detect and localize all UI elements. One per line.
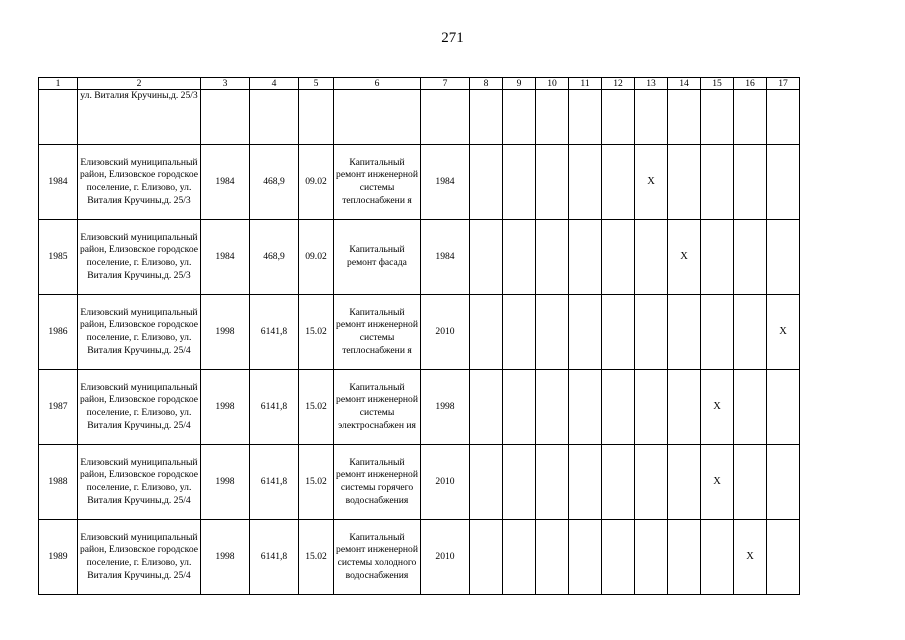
year-cell: 1984 <box>421 145 470 220</box>
schedule-cell <box>734 220 767 295</box>
continuation-row <box>39 90 800 145</box>
code-cell: 15.02 <box>299 370 334 445</box>
table-row <box>39 445 800 520</box>
row-number: 1987 <box>39 370 78 445</box>
schedule-cell <box>701 295 734 370</box>
schedule-cell <box>503 520 536 595</box>
column-number: 12 <box>602 78 635 90</box>
schedule-cell <box>635 445 668 520</box>
cell-empty <box>334 90 421 145</box>
column-number: 11 <box>569 78 602 90</box>
capital-repair-table <box>38 77 800 595</box>
column-number: 13 <box>635 78 668 90</box>
schedule-cell <box>734 445 767 520</box>
column-number: 5 <box>299 78 334 90</box>
cell-empty <box>668 90 701 145</box>
column-number: 17 <box>767 78 800 90</box>
cell-empty <box>421 90 470 145</box>
schedule-cell <box>668 370 701 445</box>
row-number: 1988 <box>39 445 78 520</box>
schedule-cell <box>602 145 635 220</box>
column-number: 2 <box>78 78 201 90</box>
schedule-cell <box>470 145 503 220</box>
schedule-cell <box>470 295 503 370</box>
schedule-cell <box>470 220 503 295</box>
column-number: 8 <box>470 78 503 90</box>
schedule-cell <box>668 295 701 370</box>
year-cell: 2010 <box>421 520 470 595</box>
schedule-cell <box>569 520 602 595</box>
schedule-cell <box>635 220 668 295</box>
row-number: 1986 <box>39 295 78 370</box>
schedule-cell <box>635 370 668 445</box>
code-cell: 09.02 <box>299 220 334 295</box>
table-row <box>39 295 800 370</box>
schedule-cell <box>569 295 602 370</box>
schedule-cell <box>734 145 767 220</box>
year-built-cell: 1998 <box>201 520 250 595</box>
schedule-mark: X <box>668 220 701 295</box>
work-type-cell: Капитальный ремонт инженерной системы теплоснабжени я <box>334 295 421 370</box>
column-number: 16 <box>734 78 767 90</box>
schedule-cell <box>536 445 569 520</box>
schedule-cell <box>503 145 536 220</box>
schedule-cell <box>569 145 602 220</box>
schedule-mark: X <box>734 520 767 595</box>
year-cell: 1998 <box>421 370 470 445</box>
schedule-cell <box>668 445 701 520</box>
schedule-cell <box>734 370 767 445</box>
cell-empty <box>39 90 78 145</box>
cell-empty <box>635 90 668 145</box>
schedule-cell <box>701 520 734 595</box>
cell-empty <box>701 90 734 145</box>
work-type-cell: Капитальный ремонт инженерной системы электроснабжен ия <box>334 370 421 445</box>
column-number: 9 <box>503 78 536 90</box>
column-number: 15 <box>701 78 734 90</box>
code-cell: 15.02 <box>299 445 334 520</box>
cell-empty <box>767 90 800 145</box>
address-cell: Елизовский муниципальный район, Елизовское городское поселение, г. Елизово, ул. Виталия Кручины,д. 25/3 <box>78 220 201 295</box>
schedule-cell <box>503 370 536 445</box>
schedule-mark: X <box>635 145 668 220</box>
schedule-cell <box>470 445 503 520</box>
schedule-cell <box>767 145 800 220</box>
cell-empty <box>503 90 536 145</box>
year-cell: 2010 <box>421 295 470 370</box>
schedule-cell <box>602 295 635 370</box>
schedule-cell <box>767 445 800 520</box>
schedule-cell <box>668 145 701 220</box>
schedule-cell <box>602 370 635 445</box>
schedule-cell <box>503 295 536 370</box>
table-row <box>39 145 800 220</box>
schedule-cell <box>635 295 668 370</box>
address-cell: Елизовский муниципальный район, Елизовское городское поселение, г. Елизово, ул. Виталия Кручины,д. 25/4 <box>78 520 201 595</box>
cell-empty <box>299 90 334 145</box>
schedule-cell <box>569 220 602 295</box>
schedule-cell <box>569 370 602 445</box>
schedule-cell <box>503 445 536 520</box>
schedule-cell <box>701 220 734 295</box>
table-row <box>39 220 800 295</box>
cell-empty <box>250 90 299 145</box>
schedule-cell <box>767 370 800 445</box>
column-number: 4 <box>250 78 299 90</box>
work-type-cell: Капитальный ремонт фасада <box>334 220 421 295</box>
schedule-cell <box>602 445 635 520</box>
row-number: 1984 <box>39 145 78 220</box>
schedule-cell <box>701 145 734 220</box>
schedule-cell <box>635 520 668 595</box>
year-built-cell: 1984 <box>201 220 250 295</box>
code-cell: 09.02 <box>299 145 334 220</box>
area-cell: 6141,8 <box>250 520 299 595</box>
column-number: 10 <box>536 78 569 90</box>
schedule-cell <box>536 370 569 445</box>
row-number: 1985 <box>39 220 78 295</box>
area-cell: 468,9 <box>250 145 299 220</box>
address-cell: Елизовский муниципальный район, Елизовское городское поселение, г. Елизово, ул. Виталия Кручины,д. 25/4 <box>78 370 201 445</box>
schedule-cell <box>602 520 635 595</box>
schedule-mark: X <box>701 370 734 445</box>
cell-empty <box>536 90 569 145</box>
year-built-cell: 1998 <box>201 445 250 520</box>
schedule-mark: X <box>701 445 734 520</box>
column-number: 6 <box>334 78 421 90</box>
code-cell: 15.02 <box>299 520 334 595</box>
row-number: 1989 <box>39 520 78 595</box>
table-row <box>39 520 800 595</box>
address-cell: Елизовский муниципальный район, Елизовское городское поселение, г. Елизово, ул. Виталия Кручины,д. 25/4 <box>78 295 201 370</box>
schedule-cell <box>668 520 701 595</box>
area-cell: 6141,8 <box>250 445 299 520</box>
column-number: 7 <box>421 78 470 90</box>
address-cell: Елизовский муниципальный район, Елизовское городское поселение, г. Елизово, ул. Виталия Кручины,д. 25/4 <box>78 445 201 520</box>
work-type-cell: Капитальный ремонт инженерной системы теплоснабжени я <box>334 145 421 220</box>
address-cell: Елизовский муниципальный район, Елизовское городское поселение, г. Елизово, ул. Виталия Кручины,д. 25/3 <box>78 145 201 220</box>
cell-empty <box>569 90 602 145</box>
cell-empty <box>470 90 503 145</box>
address-continuation: ул. Виталия Кручины,д. 25/3 <box>78 90 201 145</box>
area-cell: 6141,8 <box>250 370 299 445</box>
cell-empty <box>201 90 250 145</box>
page-number: 271 <box>441 30 464 46</box>
area-cell: 6141,8 <box>250 295 299 370</box>
column-number: 3 <box>201 78 250 90</box>
schedule-cell <box>536 145 569 220</box>
year-built-cell: 1998 <box>201 370 250 445</box>
column-number: 1 <box>39 78 78 90</box>
area-cell: 468,9 <box>250 220 299 295</box>
work-type-cell: Капитальный ремонт инженерной системы горячего водоснабжения <box>334 445 421 520</box>
schedule-cell <box>536 520 569 595</box>
schedule-cell <box>470 520 503 595</box>
schedule-cell <box>767 220 800 295</box>
table-row <box>39 370 800 445</box>
year-cell: 1984 <box>421 220 470 295</box>
schedule-cell <box>503 220 536 295</box>
cell-empty <box>602 90 635 145</box>
schedule-mark: X <box>767 295 800 370</box>
schedule-cell <box>536 220 569 295</box>
schedule-cell <box>536 295 569 370</box>
code-cell: 15.02 <box>299 295 334 370</box>
schedule-cell <box>734 295 767 370</box>
schedule-cell <box>470 370 503 445</box>
cell-empty <box>734 90 767 145</box>
work-type-cell: Капитальный ремонт инженерной системы холодного водоснабжения <box>334 520 421 595</box>
schedule-cell <box>569 445 602 520</box>
schedule-cell <box>767 520 800 595</box>
year-cell: 2010 <box>421 445 470 520</box>
year-built-cell: 1998 <box>201 295 250 370</box>
schedule-cell <box>602 220 635 295</box>
year-built-cell: 1984 <box>201 145 250 220</box>
column-number: 14 <box>668 78 701 90</box>
column-number-row <box>39 78 800 90</box>
